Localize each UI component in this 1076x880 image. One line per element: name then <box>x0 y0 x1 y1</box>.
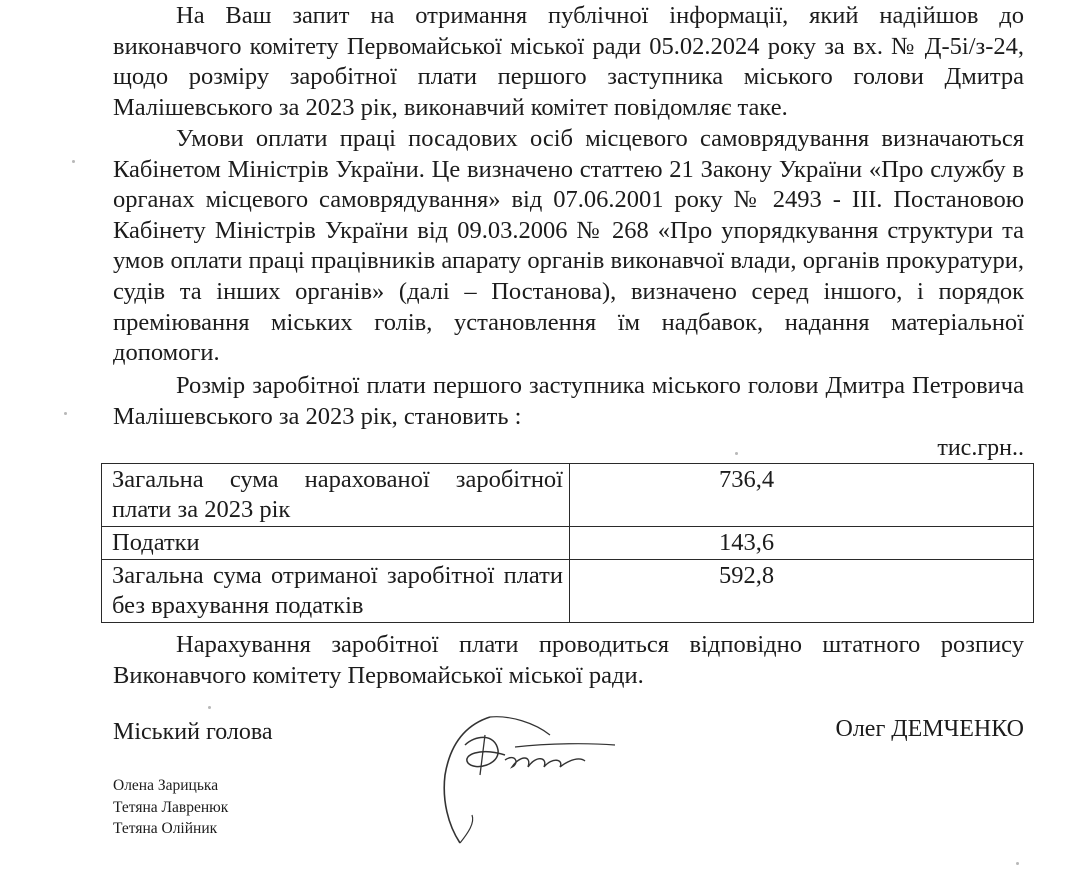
row-label-net-received: Загальна сума отриманої заробітної плати без врахування податків <box>102 560 570 623</box>
handwritten-signature <box>420 705 650 855</box>
row-value-net-received: 592,8 <box>570 560 1034 623</box>
row-label-taxes: Податки <box>102 527 570 560</box>
table-row <box>102 464 1034 527</box>
paragraph-legal-basis: Умови оплати праці посадових осіб місцевого самоврядування визначаються Кабінетом Міністрів України. Це визначено статтею 21 Закону України «Про службу в органах місцевого самоврядування» від 07.06.2001 року № 2493 - ІІІ. Постановою Кабінету Міністрів України від 09.03.2006 № 268 «Про упорядкування структури та умов оплати праці працівників апарату органів виконавчої влади, органів прокуратури, судів та інших органів» (далі – Постанова), визначено серед іншого, і порядок преміювання міських голів, установлення їм надбавок, надання матеріальної допомоги. <box>113 125 1024 367</box>
row-value-total-accrued: 736,4 <box>570 464 1034 527</box>
paragraph-request: На Ваш запит на отримання публічної інформації, який надійшов до виконавчого комітету Первомайської міської ради 05.02.2024 року за вх. № Д-5і/з-24, щодо розміру заробітної плати першого заступника міського голови Дмитра Малішевського за 2023 рік, виконавчий комітет повідомляє таке. <box>113 2 1024 121</box>
signatory-name: Олег ДЕМЧЕНКО <box>835 716 1024 742</box>
row-value-taxes: 143,6 <box>570 527 1034 560</box>
scan-speck <box>72 160 75 163</box>
signatory-title: Міський голова <box>113 719 273 745</box>
table-row <box>102 527 1034 560</box>
scan-speck <box>1016 862 1019 865</box>
scan-speck <box>64 412 67 415</box>
executor-name: Олена Зарицька <box>113 777 219 794</box>
executor-name: Тетяна Лавренюк <box>113 798 229 816</box>
executor-name: Тетяна Олійник <box>113 820 218 837</box>
executors-list <box>113 775 228 840</box>
scan-speck <box>208 706 211 709</box>
scan-speck <box>735 452 738 455</box>
paragraph-payroll-note: Нарахування заробітної плати проводиться відповідно штатного розпису Виконавчого комітету Первомайської міської ради. <box>113 631 1024 689</box>
row-label-total-accrued: Загальна сума нарахованої заробітної плати за 2023 рік <box>102 464 570 527</box>
table-row <box>102 560 1034 623</box>
salary-table <box>101 463 1034 623</box>
paragraph-salary-intro: Розмір заробітної плати першого заступника міського голови Дмитра Петровича Малішевського за 2023 рік, становить : <box>113 372 1024 430</box>
units-label: тис.грн.. <box>937 435 1024 461</box>
